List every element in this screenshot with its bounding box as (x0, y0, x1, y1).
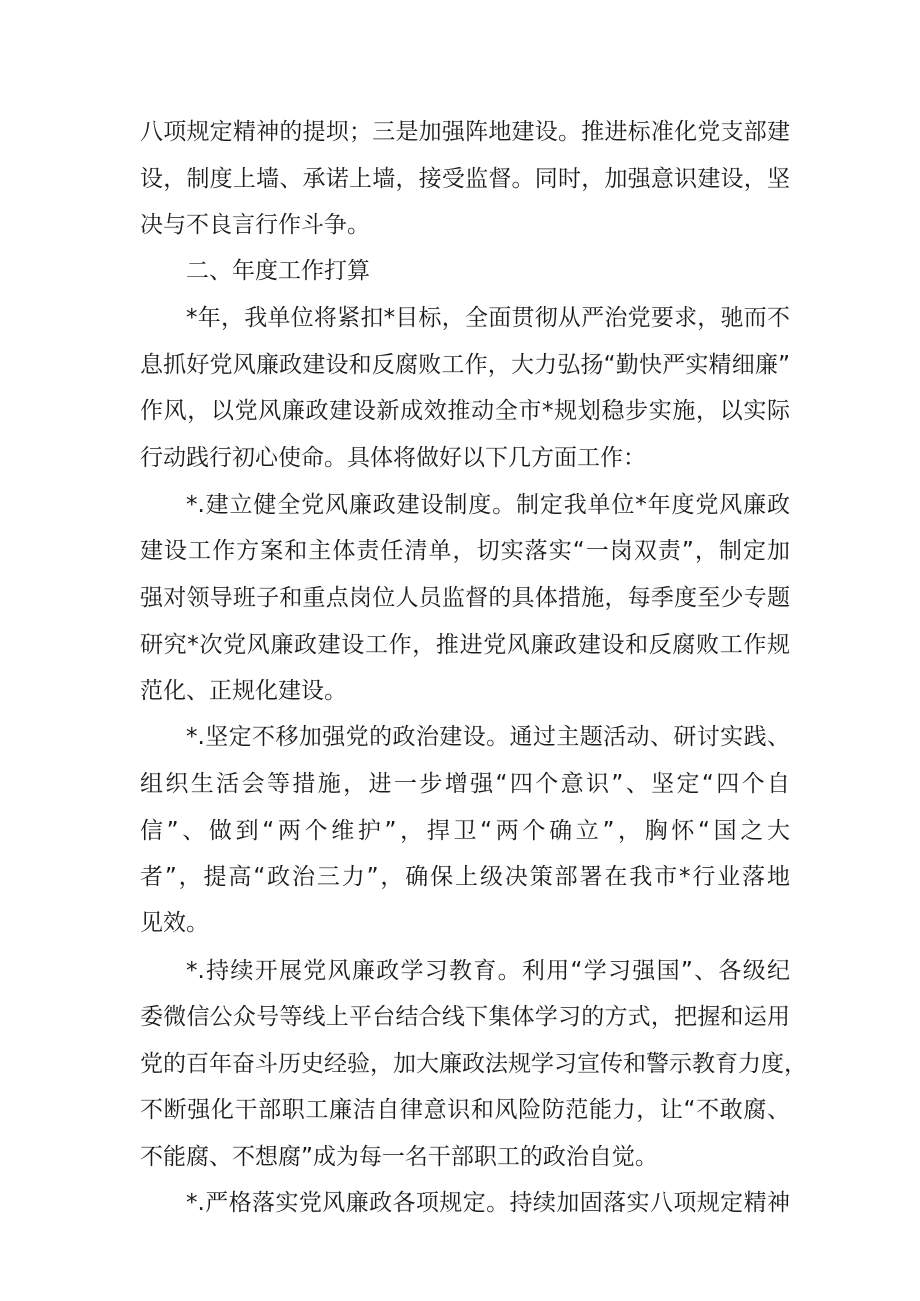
body-text-line: 息抓好党风廉政建设和反腐败工作，大力弘扬“勤快严实精细廉” (140, 352, 790, 378)
body-text-line: 范化、正规化建设。 (140, 678, 347, 704)
body-text-line: 行动践行初心使命。具体将做好以下几方面工作： (140, 445, 646, 471)
body-text-line: 八项规定精神的提坝；三是加强阵地建设。推进标准化党支部建 (140, 119, 790, 145)
body-text-line: 信”、做到“两个维护”，捍卫“两个确立”，胸怀“国之大 (140, 818, 790, 844)
body-text-line: 强对领导班子和重点岗位人员监督的具体措施，每季度至少专题 (140, 585, 790, 611)
body-text-line: 作风，以党风廉政建设新成效推动全市*规划稳步实施，以实际 (140, 398, 790, 424)
body-text-line: 决与不良言行作斗争。 (140, 212, 370, 238)
body-text-line: 设，制度上墙、承诺上墙，接受监督。同时，加强意识建设，坚 (140, 166, 790, 192)
body-text-line: 见效。 (140, 910, 209, 936)
paragraph-first-line: *.建立健全党风廉政建设制度。制定我单位*年度党风廉政 (186, 492, 790, 518)
paragraph-first-line: *.严格落实党风廉政各项规定。持续加固落实八项规定精神 (186, 1190, 790, 1216)
paragraph-first-line: *.持续开展党风廉政学习教育。利用“学习强国”、各级纪 (186, 958, 790, 984)
body-text-line: 组织生活会等措施，进一步增强“四个意识”、坚定“四个自 (140, 771, 790, 797)
body-text-line: 不能腐、不想腐”成为每一名干部职工的政治自觉。 (140, 1144, 658, 1170)
body-text-line: 建设工作方案和主体责任清单，切实落实“一岗双责”，制定加 (140, 538, 790, 564)
section-heading: 二、年度工作打算 (186, 258, 370, 284)
body-text-line: 委微信公众号等线上平台结合线下集体学习的方式，把握和运用 (140, 1004, 790, 1030)
body-text-line: 研究*次党风廉政建设工作，推进党风廉政建设和反腐败工作规 (140, 632, 790, 658)
body-text-line: 不断强化干部职工廉洁自律意识和风险防范能力，让“不敢腐、 (140, 1097, 790, 1123)
body-text-line: 党的百年奋斗历史经验，加大廉政法规学习宣传和警示教育力度， (140, 1051, 807, 1077)
body-text-line: 者”，提高“政治三力”，确保上级决策部署在我市*行业落地 (140, 864, 790, 890)
paragraph-first-line: *年，我单位将紧扣*目标，全面贯彻从严治党要求，驰而不 (186, 305, 790, 331)
paragraph-first-line: *.坚定不移加强党的政治建设。通过主题活动、研讨实践、 (186, 724, 790, 750)
